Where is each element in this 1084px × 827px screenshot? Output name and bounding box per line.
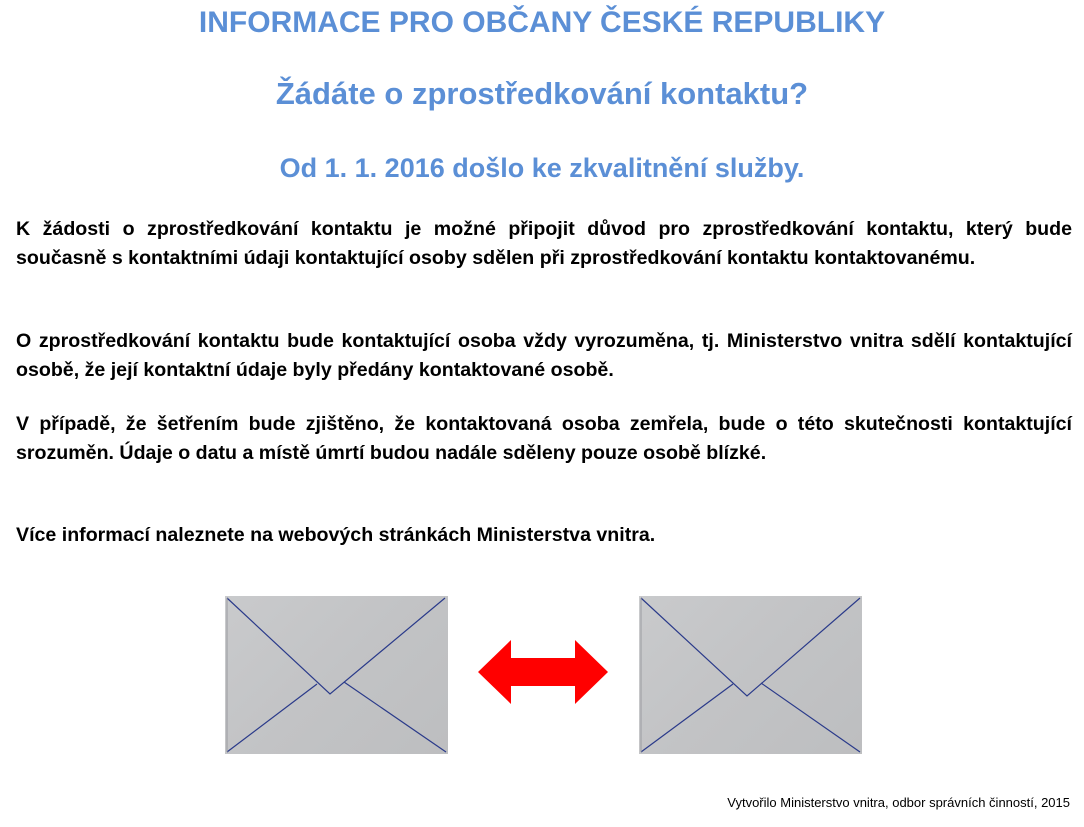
announcement-heading: Od 1. 1. 2016 došlo ke zkvalitnění služby.	[279, 153, 805, 183]
question-heading: Žádáte o zprostředkování kontaktu?	[275, 76, 809, 111]
double-arrow-icon	[478, 640, 608, 705]
envelope-icon	[639, 596, 862, 754]
paragraph-reason: K žádosti o zprostředkování kontaktu je možné připojit důvod pro zprostředkování kontaktu, který bude současně s kontaktními údaji kontaktující osoby sdělen při zprostředkování kontaktu kontaktovanému.	[16, 218, 1072, 269]
page-title: INFORMACE PRO OBČANY ČESKÉ REPUBLIKY	[198, 6, 886, 39]
paragraph-deceased: V případě, že šetřením bude zjištěno, že kontaktovaná osoba zemřela, bude o této skutečnosti kontaktující srozuměn. Údaje o datu a místě úmrtí budou nadále sděleny pouze osobě blízké.	[16, 413, 1072, 464]
footer-credit: Vytvořilo Ministerstvo vnitra, odbor správních činností, 2015	[727, 795, 1070, 810]
paragraph-more-info: Více informací naleznete na webových stránkách Ministerstva vnitra.	[16, 524, 656, 546]
paragraph-notification: O zprostředkování kontaktu bude kontaktující osoba vždy vyrozuměna, tj. Ministerstvo vnitra sdělí kontaktující osobě, že její kontaktní údaje byly předány kontaktované osobě.	[16, 330, 1072, 381]
envelope-icon	[225, 596, 448, 754]
